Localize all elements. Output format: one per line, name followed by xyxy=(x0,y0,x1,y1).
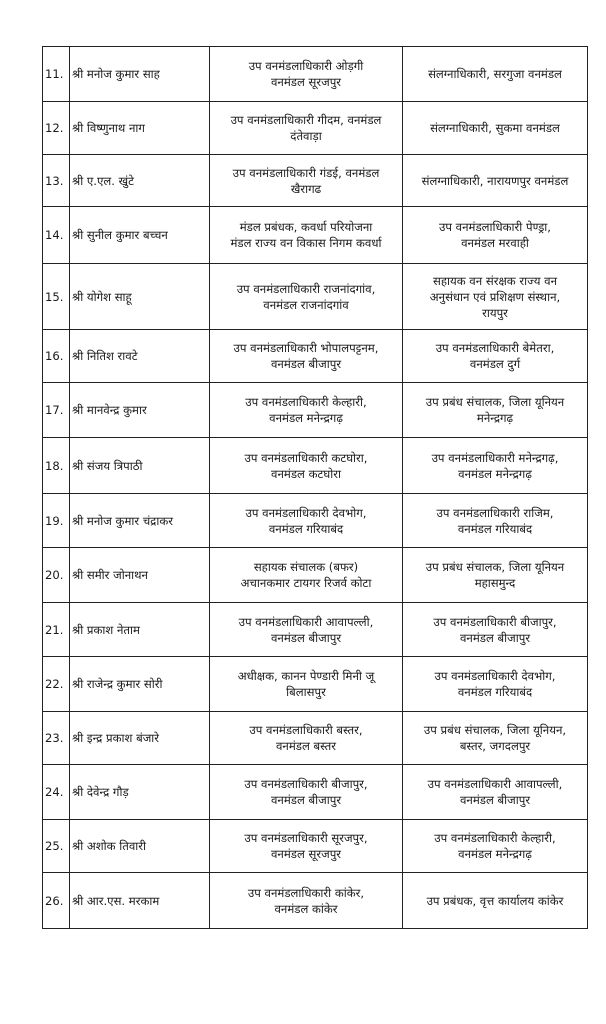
new-posting xyxy=(403,102,588,155)
table-row xyxy=(43,47,588,102)
new-posting-line: उप वनमंडलाधिकारी बीजापुर, xyxy=(433,614,557,629)
new-posting-line: उप वनमंडलाधिकारी आवापल्ली, xyxy=(427,777,563,791)
current-posting-line: उप वनमंडलाधिकारी ओड़गी xyxy=(248,59,364,73)
current-posting-line: उप वनमंडलाधिकारी आवापल्ली, xyxy=(238,614,374,629)
new-posting xyxy=(403,873,588,929)
current-posting-line: मंडल राज्य वन विकास निगम कवर्धा xyxy=(230,236,382,250)
row-number: 19. xyxy=(43,494,70,548)
new-posting-line: वनमंडल बीजापुर xyxy=(459,793,531,807)
new-posting xyxy=(403,712,588,765)
table-row xyxy=(43,330,588,383)
current-posting xyxy=(210,47,403,102)
table-row xyxy=(43,102,588,155)
current-posting-line: वनमंडल सूरजपुर xyxy=(270,847,342,861)
new-posting-line: संलग्नाधिकारी, नारायणपुर वनमंडल xyxy=(421,173,569,188)
row-number: 21. xyxy=(43,603,70,657)
row-number: 14. xyxy=(43,207,70,264)
current-posting xyxy=(210,207,403,264)
row-number: 16. xyxy=(43,330,70,383)
current-posting-line: सहायक संचालक (बफर) xyxy=(253,560,359,574)
row-number: 20. xyxy=(43,548,70,603)
officer-name: श्री विष्णुनाथ नाग xyxy=(70,102,210,155)
current-posting xyxy=(210,102,403,155)
row-number: 23. xyxy=(43,712,70,765)
table-row xyxy=(43,765,588,820)
row-number: 17. xyxy=(43,383,70,438)
new-posting-line: वनमंडल मनेन्द्रगढ़ xyxy=(458,847,532,861)
officer-name: श्री संजय त्रिपाठी xyxy=(70,438,210,494)
table-row xyxy=(43,548,588,603)
new-posting-line: उप प्रबंध संचालक, जिला यूनियन xyxy=(425,560,565,574)
new-posting-line: अनुसंधान एवं प्रशिक्षण संस्थान, xyxy=(429,289,561,304)
table-row xyxy=(43,264,588,330)
current-posting xyxy=(210,264,403,330)
current-posting xyxy=(210,383,403,438)
new-posting-line: उप वनमंडलाधिकारी पेण्ड्रा, xyxy=(439,220,551,234)
new-posting xyxy=(403,820,588,873)
new-posting xyxy=(403,657,588,712)
new-posting xyxy=(403,765,588,820)
table-row xyxy=(43,820,588,873)
table-row xyxy=(43,603,588,657)
current-posting-line: उप वनमंडलाधिकारी गीदम, वनमंडल xyxy=(230,113,382,127)
new-posting xyxy=(403,494,588,548)
new-posting-line: रायपुर xyxy=(482,305,508,320)
current-posting-line: उप वनमंडलाधिकारी बस्तर, xyxy=(249,723,363,737)
current-posting-line: बिलासपुर xyxy=(286,685,326,699)
row-number: 13. xyxy=(43,155,70,207)
table-row xyxy=(43,155,588,207)
current-posting-line: अधीक्षक, कानन पेण्डारी मिनी जू xyxy=(237,669,375,683)
current-posting-line: वनमंडल कटघोरा xyxy=(271,466,341,481)
new-posting xyxy=(403,383,588,438)
new-posting-line: संलग्नाधिकारी, सरगुजा वनमंडल xyxy=(428,67,562,81)
current-posting-line: खैरागढ xyxy=(290,181,322,196)
new-posting xyxy=(403,207,588,264)
new-posting-line: उप वनमंडलाधिकारी राजिम, xyxy=(436,505,554,520)
officer-name: श्री नितिश रावटे xyxy=(70,330,210,383)
table-row xyxy=(43,657,588,712)
new-posting-line: सहायक वन संरक्षक राज्य वन xyxy=(432,273,558,288)
current-posting-line: मंडल प्रबंधक, कवर्धा परियोजना xyxy=(239,220,373,234)
new-posting-line: वनमंडल मनेन्द्रगढ़ xyxy=(458,466,532,481)
current-posting-line: उप वनमंडलाधिकारी कांकेर, xyxy=(247,885,365,900)
current-posting-line: वनमंडल बीजापुर xyxy=(270,630,342,645)
current-posting xyxy=(210,765,403,820)
new-posting xyxy=(403,438,588,494)
table-row xyxy=(43,207,588,264)
current-posting xyxy=(210,603,403,657)
new-posting xyxy=(403,603,588,657)
current-posting xyxy=(210,873,403,929)
row-number: 12. xyxy=(43,102,70,155)
current-posting xyxy=(210,712,403,765)
new-posting xyxy=(403,155,588,207)
new-posting-line: उप प्रबंध संचालक, जिला यूनियन, xyxy=(423,723,567,737)
current-posting-line: उप वनमंडलाधिकारी कटघोरा, xyxy=(244,450,368,465)
current-posting-line: उप वनमंडलाधिकारी सूरजपुर, xyxy=(244,831,368,845)
officer-name: श्री ए.एल. खुंटे xyxy=(70,155,210,207)
new-posting-line: वनमंडल मरवाही xyxy=(461,236,529,250)
current-posting-line: उप वनमंडलाधिकारी बीजापुर, xyxy=(244,777,368,791)
row-number: 26. xyxy=(43,873,70,929)
current-posting xyxy=(210,494,403,548)
new-posting-line: उप प्रबंध संचालक, जिला यूनियन xyxy=(425,395,565,409)
officer-name: श्री सुनील कुमार बच्चन xyxy=(70,207,210,264)
new-posting xyxy=(403,47,588,102)
officer-name: श्री देवेन्द्र गौड़ xyxy=(70,765,210,820)
current-posting xyxy=(210,548,403,603)
officer-name: श्री आर.एस. मरकाम xyxy=(70,873,210,929)
current-posting xyxy=(210,155,403,207)
new-posting-line: वनमंडल गरियाबंद xyxy=(457,685,533,699)
officer-name: श्री अशोक तिवारी xyxy=(70,820,210,873)
table-row xyxy=(43,438,588,494)
row-number: 24. xyxy=(43,765,70,820)
new-posting-line: उप वनमंडलाधिकारी देवभोग, xyxy=(434,669,556,683)
current-posting-line: दंतेवाड़ा xyxy=(290,129,322,143)
new-posting-line: उप वनमंडलाधिकारी मनेन्द्रगढ़, xyxy=(431,450,559,465)
officer-name: श्री मनोज कुमार साह xyxy=(70,47,210,102)
officer-name: श्री राजेन्द्र कुमार सोरी xyxy=(70,657,210,712)
current-posting xyxy=(210,657,403,712)
current-posting-line: वनमंडल बस्तर xyxy=(275,739,337,753)
current-posting xyxy=(210,438,403,494)
current-posting-line: वनमंडल राजनांदगांव xyxy=(263,297,349,312)
officer-name: श्री मनोज कुमार चंद्राकर xyxy=(70,494,210,548)
new-posting-line: बस्तर, जगदलपुर xyxy=(459,739,531,753)
officer-name: श्री इन्द्र प्रकाश बंजारे xyxy=(70,712,210,765)
current-posting-line: अचानकमार टायगर रिजर्व कोटा xyxy=(240,576,372,590)
new-posting-line: वनमंडल दुर्ग xyxy=(469,357,521,371)
table-row xyxy=(43,873,588,929)
table-row xyxy=(43,383,588,438)
transfer-table xyxy=(42,46,588,929)
new-posting-line: मनेन्द्रगढ़ xyxy=(476,411,514,425)
table-row xyxy=(43,712,588,765)
new-posting-line: वनमंडल गरियाबंद xyxy=(457,521,533,536)
officer-name: श्री समीर जोनाथन xyxy=(70,548,210,603)
row-number: 11. xyxy=(43,47,70,102)
officer-name: श्री प्रकाश नेताम xyxy=(70,603,210,657)
new-posting-line: उप प्रबंधक, वृत्त कार्यालय कांकेर xyxy=(426,893,564,908)
officer-name: श्री योगेश साहू xyxy=(70,264,210,330)
new-posting-line: उप वनमंडलाधिकारी बेमेतरा, xyxy=(435,341,555,355)
new-posting xyxy=(403,330,588,383)
current-posting-line: वनमंडल गरियाबंद xyxy=(268,521,344,536)
new-posting-line: संलग्नाधिकारी, सुकमा वनमंडल xyxy=(430,121,560,135)
current-posting-line: उप वनमंडलाधिकारी केल्हारी, xyxy=(245,395,367,409)
current-posting-line: वनमंडल सूरजपुर xyxy=(270,75,342,89)
new-posting xyxy=(403,264,588,330)
new-posting-line: महासमुन्द xyxy=(474,576,516,590)
row-number: 25. xyxy=(43,820,70,873)
current-posting-line: वनमंडल बीजापुर xyxy=(270,793,342,807)
current-posting-line: उप वनमंडलाधिकारी राजनांदगांव, xyxy=(236,281,376,296)
current-posting-line: उप वनमंडलाधिकारी भोपालपट्टनम, xyxy=(233,341,379,355)
current-posting-line: वनमंडल कांकेर xyxy=(274,901,338,916)
current-posting-line: उप वनमंडलाधिकारी गंडई, वनमंडल xyxy=(232,165,380,180)
table-row xyxy=(43,494,588,548)
new-posting-line: उप वनमंडलाधिकारी केल्हारी, xyxy=(434,831,556,845)
current-posting-line: उप वनमंडलाधिकारी देवभोग, xyxy=(245,505,367,520)
new-posting xyxy=(403,548,588,603)
row-number: 22. xyxy=(43,657,70,712)
current-posting xyxy=(210,330,403,383)
new-posting-line: वनमंडल बीजापुर xyxy=(459,630,531,645)
current-posting-line: वनमंडल बीजापुर xyxy=(270,357,342,371)
current-posting-line: वनमंडल मनेन्द्रगढ़ xyxy=(269,411,343,425)
current-posting xyxy=(210,820,403,873)
row-number: 15. xyxy=(43,264,70,330)
officer-name: श्री मानवेन्द्र कुमार xyxy=(70,383,210,438)
row-number: 18. xyxy=(43,438,70,494)
